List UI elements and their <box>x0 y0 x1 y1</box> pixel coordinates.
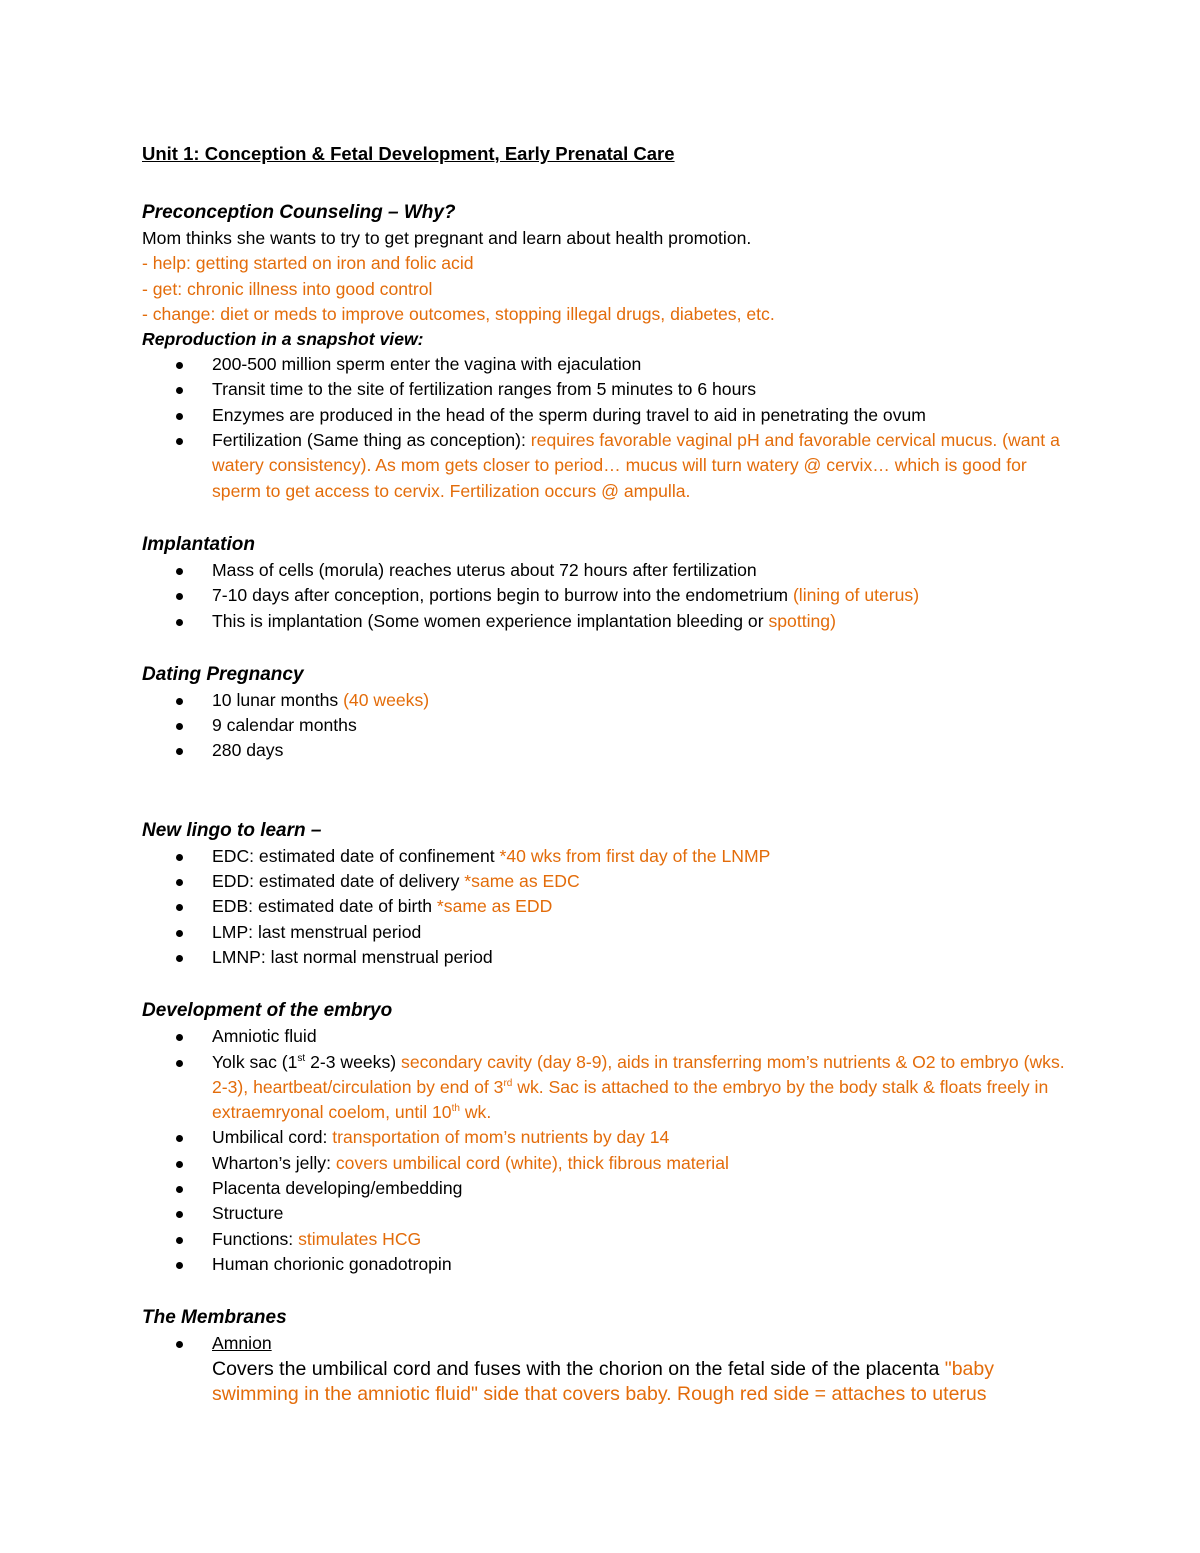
list-item <box>142 1331 1072 1407</box>
preconception-item-change: - change: diet or meds to improve outcomes, stopping illegal drugs, diabetes, etc. <box>142 303 775 324</box>
bullet-icon <box>176 854 183 861</box>
bullet-icon <box>176 904 183 911</box>
dating-heading: Dating Pregnancy <box>142 663 304 685</box>
annotation: (lining of uterus) <box>792 585 920 606</box>
annotation: requires favorable vaginal pH and favorable cervical mucus. (want a watery consistency). As mom gets closer to period… mucus will turn watery @ cervix… which is good for sperm to get access to cervix. Fertilization occurs @ ampulla. <box>212 430 1060 501</box>
bullet-icon <box>176 955 183 962</box>
lingo-list <box>142 844 1072 970</box>
bullet-icon <box>176 387 183 394</box>
bullet-icon <box>176 593 183 600</box>
annotation: transportation of mom’s nutrients by day 14 <box>332 1127 670 1148</box>
bullet-icon <box>176 1237 183 1244</box>
annotation: secondary cavity (day 8-9), aids in transferring mom’s nutrients & O2 to embryo (wks. 2-3), heartbeat/circulation by end of 3rd wk. Sac is attached to the embryo by the body stalk & floats freely in extraemryonal coelom, until 10th wk. <box>212 1051 1065 1123</box>
list-item: LMNP: last normal menstrual period <box>142 945 1072 970</box>
list-item: Structure <box>142 1201 1072 1226</box>
dating-list <box>142 688 1072 764</box>
list-item: 7-10 days after conception, portions begin to burrow into the endometrium (lining of uterus) <box>142 583 1072 608</box>
bullet-icon <box>176 1060 183 1067</box>
list-item: Umbilical cord: transportation of mom’s nutrients by day 14 <box>142 1125 1072 1150</box>
bullet-icon <box>176 748 183 755</box>
list-item: EDB: estimated date of birth *same as EDD <box>142 894 1072 919</box>
lingo-heading: New lingo to learn – <box>142 819 322 841</box>
bullet-icon <box>176 1341 183 1348</box>
reproduction-list <box>142 352 1072 504</box>
annotation: covers umbilical cord (white), thick fibrous material <box>335 1152 729 1173</box>
list-item: 280 days <box>142 738 1072 763</box>
implantation-heading: Implantation <box>142 533 255 555</box>
list-item: Yolk sac (1st 2-3 weeks) secondary cavity (day 8-9), aids in transferring mom’s nutrients & O2 to embryo (wks. 2-3), heartbeat/circulation by end of 3rd wk. Sac is attached to the embryo by the body stalk & floats freely in extraemryonal coelom, until 10th wk. <box>142 1050 1072 1126</box>
preconception-intro: Mom thinks she wants to try to get pregnant and learn about health promotion. <box>142 228 752 248</box>
list-item: Amniotic fluid <box>142 1024 1072 1049</box>
annotation: *same as EDD <box>436 896 553 917</box>
document-page <box>142 140 1072 1407</box>
list-item: Mass of cells (morula) reaches uterus about 72 hours after fertilization <box>142 558 1072 583</box>
list-item: EDC: estimated date of confinement *40 wks from first day of the LNMP <box>142 844 1072 869</box>
embryo-list <box>142 1024 1072 1277</box>
reproduction-heading: Reproduction in a snapshot view: <box>142 329 424 350</box>
bullet-icon <box>176 568 183 575</box>
list-item: Enzymes are produced in the head of the sperm during travel to aid in penetrating the ovum <box>142 403 1072 428</box>
bullet-icon <box>176 413 183 420</box>
list-item: Human chorionic gonadotropin <box>142 1252 1072 1277</box>
list-item: LMP: last menstrual period <box>142 920 1072 945</box>
bullet-icon <box>176 619 183 626</box>
bullet-icon <box>176 698 183 705</box>
annotation: *same as EDC <box>464 871 580 892</box>
bullet-icon <box>176 1211 183 1218</box>
page-title: Unit 1: Conception & Fetal Development, Early Prenatal Care <box>142 143 675 164</box>
section-implantation <box>142 532 1072 634</box>
list-item: Transit time to the site of fertilization ranges from 5 minutes to 6 hours <box>142 377 1072 402</box>
list-item: EDD: estimated date of delivery *same as EDC <box>142 869 1072 894</box>
preconception-item-get: - get: chronic illness into good control <box>142 278 433 299</box>
annotation: spotting) <box>768 610 836 631</box>
section-reproduction <box>142 327 1072 504</box>
list-item: 200-500 million sperm enter the vagina with ejaculation <box>142 352 1072 377</box>
embryo-heading: Development of the embryo <box>142 1000 393 1022</box>
bullet-icon <box>176 438 183 445</box>
section-dating <box>142 662 1072 764</box>
preconception-item-help: - help: getting started on iron and folic acid <box>142 253 474 274</box>
list-item: This is implantation (Some women experience implantation bleeding or spotting) <box>142 609 1072 634</box>
preconception-heading: Preconception Counseling – Why? <box>142 202 456 223</box>
annotation: (40 weeks) <box>343 689 430 710</box>
list-item: 10 lunar months (40 weeks) <box>142 688 1072 713</box>
amnion-text: Covers the umbilical cord and fuses with the chorion on the fetal side of the placenta <box>212 1357 945 1380</box>
annotation: stimulates HCG <box>298 1228 422 1249</box>
annotation: *40 wks from first day of the LNMP <box>499 845 771 866</box>
bullet-icon <box>176 930 183 937</box>
list-item: Placenta developing/embedding <box>142 1176 1072 1201</box>
section-preconception <box>142 200 1072 327</box>
bullet-icon <box>176 879 183 886</box>
list-item: Functions: stimulates HCG <box>142 1227 1072 1252</box>
membranes-list <box>142 1331 1072 1407</box>
list-item: 9 calendar months <box>142 713 1072 738</box>
membranes-heading: The Membranes <box>142 1307 287 1329</box>
bullet-icon <box>176 1135 183 1142</box>
bullet-icon <box>176 1186 183 1193</box>
bullet-icon <box>176 723 183 730</box>
bullet-icon <box>176 1034 183 1041</box>
bullet-icon <box>176 1161 183 1168</box>
section-membranes <box>142 1305 1072 1407</box>
section-embryo <box>142 998 1072 1277</box>
amnion-label: Amnion <box>212 1333 272 1354</box>
implantation-list <box>142 558 1072 634</box>
list-item: Wharton’s jelly: covers umbilical cord (white), thick fibrous material <box>142 1151 1072 1176</box>
section-lingo <box>142 818 1072 970</box>
list-item: Fertilization (Same thing as conception): requires favorable vaginal pH and favorable cervical mucus. (want a watery consistency). As mom gets closer to period… mucus will turn watery @ cervix… which is good for sperm to get access to cervix. Fertilization occurs @ ampulla. <box>142 428 1072 504</box>
annotation: "baby swimming in the amniotic fluid" side that covers baby. Rough red side = attaches to uterus <box>212 1357 994 1405</box>
bullet-icon <box>176 1262 183 1269</box>
bullet-icon <box>176 362 183 369</box>
